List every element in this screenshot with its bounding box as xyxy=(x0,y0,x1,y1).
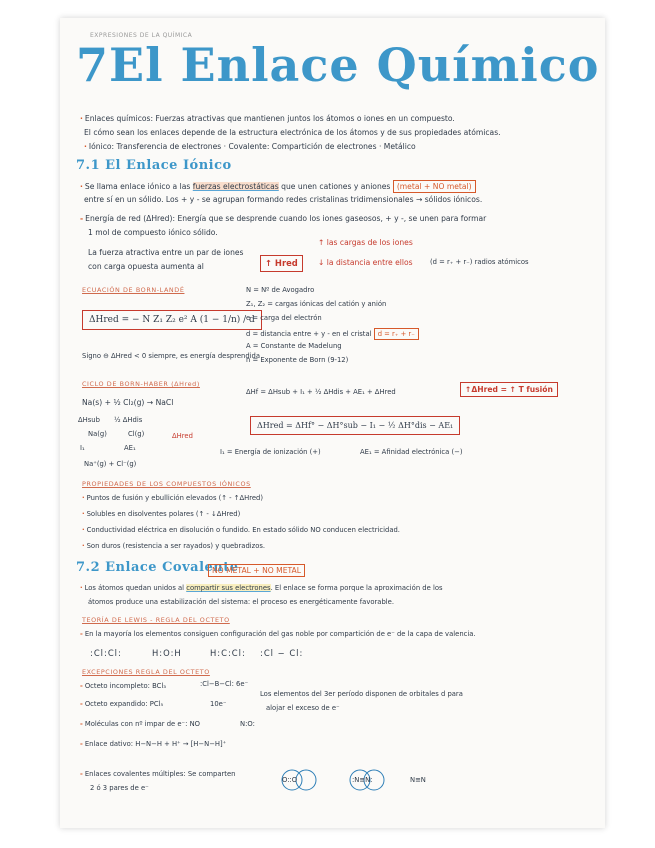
intro-line-3: · Iónico: Transferencia de electrones · Covalente: Compartición de electrones · Metálico xyxy=(84,142,416,151)
no-structure: N:O: xyxy=(240,720,255,728)
page-title: 7El Enlace Químico xyxy=(76,38,600,92)
lattice-energy-line-2: 1 mol de compuesto iónico sólido. xyxy=(88,228,218,237)
distance-factor: ↓ la distancia entre ellos xyxy=(318,258,413,267)
born-exponent-note: n = Exponente de Born (9-12) xyxy=(246,356,349,364)
born-haber-sum: ΔHf = ΔHsub + I₁ + ½ ΔHdis + AE₁ + ΔHred xyxy=(246,388,396,396)
n2-text: N≡N xyxy=(410,776,426,784)
dhred-arrow-label: ΔHred xyxy=(172,432,193,440)
ionic-definition: · Se llama enlace iónico a las fuerzas electrostáticas que unen cationes y aniones (metal + NO metal) xyxy=(80,180,476,193)
hred-fusion-rule: ↑ΔHred = ↑ T fusión xyxy=(460,382,558,397)
distance-def-note: d = distancia entre + y - en el cristal d = r₊ + r₋ xyxy=(246,328,419,340)
ions-gas: Na⁺(g) + Cl⁻(g) xyxy=(84,460,137,468)
period-note: Los elementos del 3er período disponen de orbitales d para xyxy=(260,690,463,698)
madelung-note: A = Constante de Madelung xyxy=(246,342,342,350)
lattice-energy-line: - Energía de red (ΔHred): Energía que se desprende cuando los iones gaseosos, + y -, se unen para formar xyxy=(80,214,487,223)
lewis-example: :Cl:Cl: xyxy=(90,648,122,658)
period-note-2: alojar el exceso de e⁻ xyxy=(266,704,340,712)
exception-item: - Octeto incompleto: BCl₃ xyxy=(80,682,167,690)
affinity-note: AE₁ = Afinidad electrónica (−) xyxy=(360,448,463,456)
dhsub-label: ΔHsub xyxy=(78,416,100,424)
i1-short: I₁ xyxy=(80,444,85,452)
electron-charge-note: e = carga del electrón xyxy=(246,314,322,322)
multiple-bonds-line-2: 2 ó 3 pares de e⁻ xyxy=(90,784,149,792)
born-haber-formula: ΔHred = ΔHf° − ΔH°sub − I₁ − ½ ΔH°dis − AE₁ xyxy=(250,416,460,435)
born-lande-heading: ECUACIÓN DE BORN-LANDÉ xyxy=(82,286,185,294)
lewis-example: H:O:H xyxy=(152,648,182,658)
nonmetal-tag: NO METAL + NO METAL xyxy=(208,564,305,577)
properties-heading: PROPIEDADES DE LOS COMPUESTOS IÓNICOS xyxy=(82,480,251,488)
o-atom-circle xyxy=(296,770,316,790)
sodium-reaction: Na(s) + ½ Cl₂(g) → NaCl xyxy=(82,398,174,407)
property-item: · Son duros (resistencia a ser rayados) y quebradizos. xyxy=(82,542,266,550)
cl-gas: Cl(g) xyxy=(128,430,145,438)
page-header: EXPRESIONES DE LA QUÍMICA xyxy=(90,32,193,39)
property-item: · Solubles en disolventes polares (↑ - ↓ΔHred) xyxy=(82,510,241,518)
property-item: · Conductividad eléctrica en disolución o fundido. En estado sólido NO conducen electricidad. xyxy=(82,526,400,534)
notebook-page xyxy=(60,18,605,828)
lewis-example: H:C:Cl: xyxy=(210,648,246,658)
avogadro-note: N = Nº de Avogadro xyxy=(246,286,315,294)
property-item: · Puntos de fusión y ebullición elevados (↑ - ↑ΔHred) xyxy=(82,494,264,502)
pcl5-structure: 10e⁻ xyxy=(210,700,227,708)
born-haber-heading: CICLO DE BORN-HABER (ΔHred) xyxy=(82,380,200,388)
lewis-example: :Cl − Cl: xyxy=(260,648,304,658)
section-7-2-title: 7.2 Enlace Covalente xyxy=(76,560,239,575)
lewis-heading: TEORÍA DE LEWIS - REGLA DEL OCTETO xyxy=(82,616,230,624)
metal-nonmetal-tag: (metal + NO metal) xyxy=(393,180,476,193)
na-gas: Na(g) xyxy=(88,430,107,438)
charges-factor: ↑ las cargas de los iones xyxy=(318,238,413,247)
ae1-short: AE₁ xyxy=(124,444,136,452)
distance-note: (d = r₊ + r₋) radios atómicos xyxy=(430,258,529,266)
born-lande-formula: ΔHred = − N Z₁ Z₂ e² A (1 − 1/n) / d xyxy=(82,310,262,330)
ionic-definition-2: entre sí en un sólido. Los + y - se agrupan formando redes cristalinas tridimensionales → sólidos iónicos. xyxy=(84,195,483,204)
exception-item: - Octeto expandido: PCl₅ xyxy=(80,700,164,708)
exception-item: - Moléculas con nº impar de e⁻: NO xyxy=(80,720,201,728)
covalent-intro-2: átomos produce una estabilización del sistema: el proceso es energéticamente favorable. xyxy=(88,598,395,606)
n2-label: :N≡N: xyxy=(352,776,373,784)
o2-label: O::O xyxy=(282,776,298,784)
force-line-b: con carga opuesta aumenta al xyxy=(88,262,204,271)
bcl3-structure: :Cl−B−Cl: 6e⁻ xyxy=(200,680,249,688)
dhdis-label: ½ ΔHdis xyxy=(114,416,143,424)
intro-line-2: El cómo sean los enlaces depende de la estructura electrónica de los átomos y de sus propiedades atómicas. xyxy=(84,128,501,137)
ionization-note: I₁ = Energía de ionización (+) xyxy=(220,448,321,456)
sign-note: Signo ⊖ ΔHred < 0 siempre, es energía desprendida xyxy=(82,352,261,360)
exception-item: - Enlace dativo: H−N−H + H⁺ → [H−N−H]⁺ xyxy=(80,740,227,748)
section-7-1-title: 7.1 El Enlace Iónico xyxy=(76,158,232,173)
covalent-intro: · Los átomos quedan unidos al compartir sus electrones. El enlace se forma porque la aproximación de los xyxy=(80,584,443,592)
charges-note: Z₁, Z₂ = cargas iónicas del catión y anión xyxy=(246,300,387,308)
hred-increase: ↑ Hred xyxy=(260,255,303,272)
intro-line-1: · Enlaces químicos: Fuerzas atractivas que mantienen juntos los átomos o iones en un compuesto. xyxy=(80,114,455,123)
multiple-bonds-line: - Enlaces covalentes múltiples: Se comparten xyxy=(80,770,236,778)
distance-box: d = r₊ + r₋ xyxy=(374,328,419,340)
exceptions-heading: EXCEPCIONES REGLA DEL OCTETO xyxy=(82,668,210,676)
force-line-a: La fuerza atractiva entre un par de iones xyxy=(88,248,244,257)
lewis-line: - En la mayoría los elementos consiguen configuración del gas noble por compartición de e⁻ de la capa de valencia. xyxy=(80,630,476,638)
